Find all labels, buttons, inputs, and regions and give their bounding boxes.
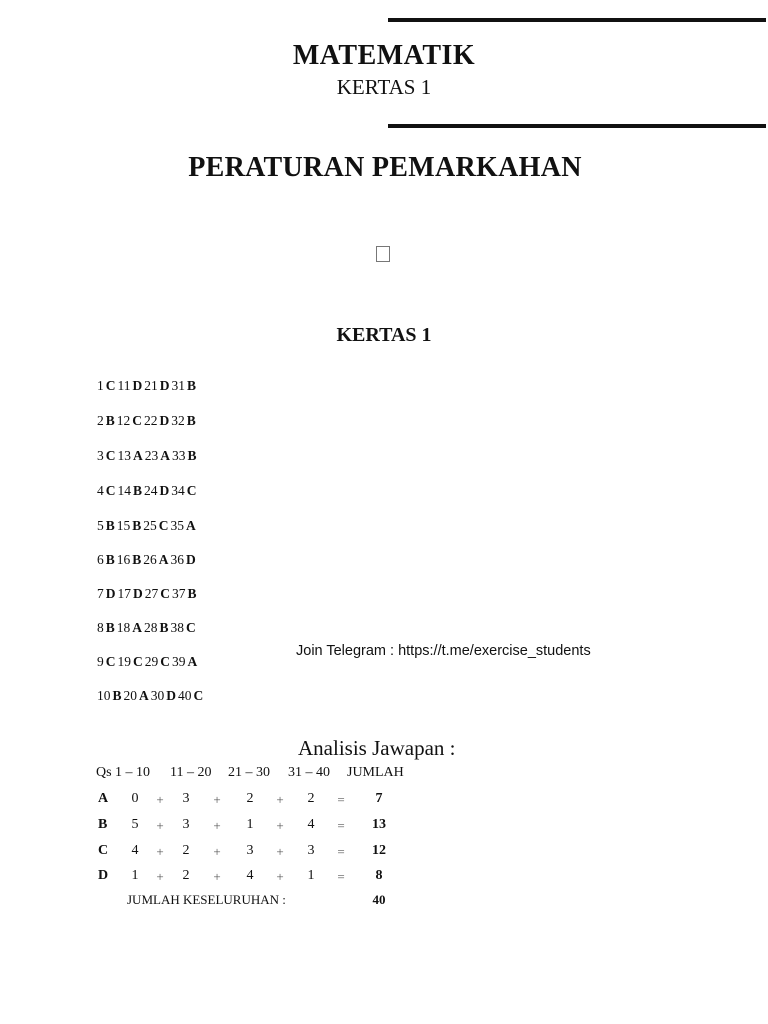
- question-number: 24: [144, 483, 158, 498]
- answer-letter: B: [187, 586, 197, 601]
- answer-letter: B: [187, 378, 197, 393]
- question-number: 33: [172, 448, 186, 463]
- answer-letter: B: [105, 518, 115, 533]
- answer-letter: B: [132, 518, 142, 533]
- answer-row: [97, 620, 198, 640]
- analysis-count: 1: [131, 868, 139, 883]
- analysis-count: 4: [307, 817, 315, 832]
- section-title: KERTAS 1: [336, 324, 432, 346]
- plus-sign: +: [276, 869, 284, 884]
- answer-letter: D: [159, 378, 170, 393]
- question-number: 35: [170, 518, 185, 533]
- top-rule: [388, 18, 766, 22]
- question-number: 26: [143, 552, 157, 567]
- question-number: 7: [97, 586, 104, 601]
- analysis-title: Analisis Jawapan :: [298, 736, 456, 760]
- plus-sign: +: [276, 844, 284, 859]
- analysis-count: 1: [307, 868, 315, 883]
- question-number: 2: [97, 413, 104, 428]
- question-number: 40: [178, 688, 192, 703]
- equals-sign: =: [337, 869, 345, 884]
- answer-letter: B: [187, 448, 197, 463]
- analysis-row-label: A: [98, 791, 109, 806]
- answer-letter: C: [160, 586, 170, 601]
- question-number: 10: [97, 688, 111, 703]
- question-number: 22: [144, 413, 158, 428]
- question-number: 11: [117, 378, 131, 393]
- question-number: 18: [116, 620, 131, 635]
- answer-letter: C: [193, 688, 204, 703]
- answer-letter: B: [132, 552, 142, 567]
- paper-subtitle: KERTAS 1: [336, 75, 432, 99]
- question-number: 28: [144, 620, 158, 635]
- answer-letter: B: [112, 688, 122, 703]
- question-number: 16: [116, 552, 131, 567]
- answer-letter: B: [105, 413, 115, 428]
- analysis-count: 2: [182, 843, 190, 858]
- plus-sign: +: [213, 792, 221, 807]
- analysis-count: 3: [182, 791, 190, 806]
- plus-sign: +: [276, 792, 284, 807]
- answer-row: [97, 483, 199, 503]
- question-number: 38: [170, 620, 185, 635]
- answer-letter: C: [133, 654, 143, 669]
- answer-row: [97, 448, 199, 468]
- answer-letter: D: [186, 552, 196, 567]
- analysis-count: 4: [246, 868, 254, 883]
- analysis-column-header: 11 – 20: [170, 765, 212, 780]
- analysis-count: 2: [182, 868, 190, 883]
- question-number: 34: [171, 483, 185, 498]
- answer-letter: A: [139, 688, 149, 703]
- answer-letter: D: [133, 586, 143, 601]
- analysis-column-header: Qs 1 – 10: [96, 765, 151, 780]
- answer-letter: A: [132, 620, 143, 635]
- question-number: 21: [144, 378, 158, 393]
- answer-letter: A: [186, 518, 196, 533]
- plus-sign: +: [213, 869, 221, 884]
- analysis-count: 2: [307, 791, 315, 806]
- answer-letter: A: [133, 448, 143, 463]
- question-number: 31: [171, 378, 185, 393]
- question-number: 8: [97, 620, 104, 635]
- question-number: 32: [171, 413, 185, 428]
- question-number: 13: [117, 448, 131, 463]
- analysis-column-header: JUMLAH: [347, 765, 404, 780]
- answer-letter: B: [105, 620, 115, 635]
- answer-letter: C: [105, 483, 116, 498]
- analysis-count: 0: [131, 791, 139, 806]
- plus-sign: +: [213, 844, 221, 859]
- analysis-count: 1: [246, 817, 254, 832]
- answer-letter: C: [105, 654, 116, 669]
- analysis-count: 4: [131, 843, 139, 858]
- question-number: 14: [117, 483, 131, 498]
- analysis-row-label: D: [98, 868, 109, 883]
- question-number: 12: [116, 413, 131, 428]
- telegram-link[interactable]: Join Telegram : https://t.me/exercise_students: [296, 643, 591, 659]
- analysis-count: 3: [182, 817, 190, 832]
- equals-sign: =: [337, 818, 345, 833]
- answer-row: [97, 518, 198, 538]
- subject-title: MATEMATIK: [292, 40, 476, 71]
- grand-total-label: JUMLAH KESELURUHAN :: [127, 892, 286, 907]
- answer-letter: C: [158, 518, 169, 533]
- rules-title: PERATURAN PEMARKAHAN: [188, 152, 582, 183]
- analysis-count: 5: [131, 817, 139, 832]
- question-number: 29: [144, 654, 159, 669]
- answer-row: [97, 413, 198, 433]
- question-number: 27: [144, 586, 159, 601]
- plus-sign: +: [156, 792, 164, 807]
- answer-letter: D: [166, 688, 177, 703]
- answer-letter: C: [186, 620, 196, 635]
- question-number: 23: [144, 448, 159, 463]
- answer-letter: D: [159, 483, 170, 498]
- plus-sign: +: [156, 869, 164, 884]
- question-number: 1: [97, 378, 104, 393]
- equals-sign: =: [337, 792, 345, 807]
- question-number: 30: [150, 688, 165, 703]
- analysis-row-total: 7: [375, 791, 383, 806]
- answer-letter: A: [158, 552, 169, 567]
- answer-row: [97, 552, 198, 572]
- question-number: 20: [123, 688, 138, 703]
- answer-letter: B: [186, 413, 196, 428]
- answer-letter: C: [105, 378, 116, 393]
- plus-sign: +: [156, 818, 164, 833]
- answer-letter: C: [186, 483, 197, 498]
- equals-sign: =: [337, 844, 345, 859]
- question-number: 36: [170, 552, 185, 567]
- answer-letter: C: [132, 413, 143, 428]
- answer-letter: C: [105, 448, 116, 463]
- question-number: 15: [116, 518, 131, 533]
- answer-letter: B: [105, 552, 115, 567]
- answer-row: [97, 654, 199, 674]
- question-number: 25: [143, 518, 157, 533]
- analysis-row-label: B: [98, 817, 108, 832]
- analysis-count: 2: [246, 791, 254, 806]
- answer-row: [97, 586, 199, 606]
- answer-row: [97, 688, 205, 708]
- question-number: 39: [172, 654, 186, 669]
- question-number: 37: [172, 586, 186, 601]
- checkbox-icon: [376, 246, 390, 262]
- analysis-row-total: 13: [372, 817, 386, 832]
- question-number: 17: [117, 586, 131, 601]
- answer-row: [97, 378, 198, 398]
- answer-letter: B: [159, 620, 169, 635]
- answer-letter: C: [160, 654, 170, 669]
- answer-letter: D: [159, 413, 170, 428]
- analysis-row-label: C: [98, 843, 109, 858]
- analysis-column-header: 21 – 30: [228, 765, 270, 780]
- analysis-column-header: 31 – 40: [288, 765, 330, 780]
- grand-total-value: 40: [372, 892, 386, 907]
- answer-letter: A: [187, 654, 198, 669]
- analysis-row-total: 8: [375, 868, 383, 883]
- question-number: 19: [117, 654, 131, 669]
- bottom-rule: [388, 124, 766, 128]
- plus-sign: +: [213, 818, 221, 833]
- analysis-count: 3: [246, 843, 254, 858]
- question-number: 3: [97, 448, 104, 463]
- question-number: 4: [97, 483, 104, 498]
- analysis-row-total: 12: [372, 843, 386, 858]
- plus-sign: +: [156, 844, 164, 859]
- answer-letter: D: [105, 586, 116, 601]
- answer-letter: A: [160, 448, 170, 463]
- answer-letter: D: [132, 378, 143, 393]
- question-number: 6: [97, 552, 104, 567]
- plus-sign: +: [276, 818, 284, 833]
- question-number: 5: [97, 518, 104, 533]
- question-number: 9: [97, 654, 104, 669]
- answer-letter: B: [133, 483, 143, 498]
- analysis-count: 3: [307, 843, 315, 858]
